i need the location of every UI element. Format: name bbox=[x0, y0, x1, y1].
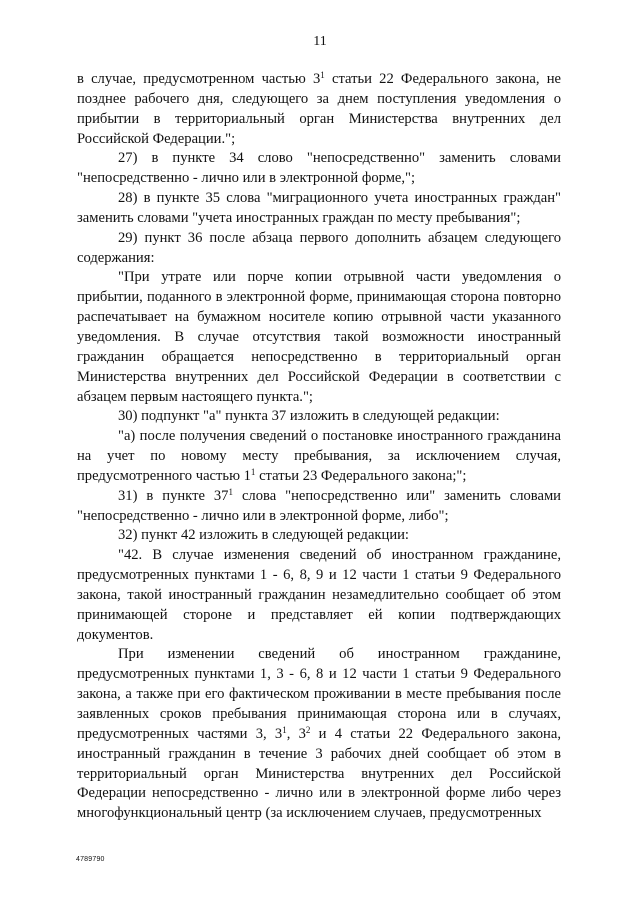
paragraph-text: 30) подпункт "а" пункта 37 изложить в следующей редакции: bbox=[118, 408, 500, 425]
paragraph-text: При изменении сведений об иностранном гражданине, предусмотренных пунктами 1, 3 - 6, 8 и 12 части 1 статьи 9 Федерального закона, а также при его фактическом проживании в месте пребывания после заявленных сроков пребывания принимающая сторона или в случаях, предусмотренных частями 3, 3 bbox=[77, 646, 561, 742]
paragraph-text: в случае, предусмотренном частью 3 bbox=[77, 71, 321, 87]
paragraph bbox=[77, 645, 561, 824]
paragraph-text: 32) пункт 42 изложить в следующей редакции: bbox=[118, 527, 409, 544]
superscript: 2 bbox=[305, 724, 311, 735]
paragraph-text: "42. В случае изменения сведений об иностранном гражданине, предусмотренных пунктами 1 - 6, 8, 9 и 12 части 1 статьи 9 Федерального закона, такой иностранный гражданин незамедлительно сообщает об этом принимающей стороне и представляет ей копии подтверждающих документов. bbox=[77, 547, 561, 643]
document-code: 4789790 bbox=[76, 856, 105, 863]
paragraph bbox=[77, 149, 561, 189]
paragraph bbox=[77, 427, 561, 487]
superscript: 1 bbox=[282, 724, 287, 735]
paragraph-text: , 3 bbox=[286, 725, 306, 742]
paragraph-text: статьи 22 Федерального закона, не позднее рабочего дня, следующего за днем поступления уведомления о прибытии в территориальный орган Министерства внутренних дел Российской Федерации."; bbox=[77, 71, 561, 147]
paragraph bbox=[77, 268, 561, 407]
paragraph-text: "При утрате или порче копии отрывной части уведомления о прибытии, поданного в электронной форме, принимающая сторона повторно распечатывает на бумажном носителе копию отрывной части указанного уведомления. В случае отсутствия такой возможности иностранный гражданин обращается непосредственно в территориальный орган Министерства внутренних дел Российской Федерации в соответствии с абзацем первым настоящего пункта."; bbox=[77, 269, 561, 405]
paragraph bbox=[77, 546, 561, 645]
paragraph bbox=[77, 526, 561, 546]
paragraph-text: 29) пункт 36 после абзаца первого дополнить абзацем следующего содержания: bbox=[77, 229, 561, 266]
paragraph-text: и 4 статьи 22 Федерального закона, иностранный гражданин в течение 3 рабочих дней сообщает об этом в территориальный орган Министерства внутренних дел Российской Федерации непосредственно - лично или в электронной форме либо через многофункциональный центр (за исключением случаев, предусмотренных bbox=[77, 725, 561, 822]
paragraph-text: 31) в пункте 37 bbox=[118, 487, 229, 504]
paragraph-text: 27) в пункте 34 слово "непосредственно" заменить словами "непосредственно - лично или в электронной форме,"; bbox=[77, 150, 561, 187]
paragraph bbox=[77, 70, 561, 149]
page-number: 11 bbox=[313, 34, 327, 49]
paragraph bbox=[77, 407, 561, 427]
paragraph-text: 28) в пункте 35 слова "миграционного учета иностранных граждан" заменить словами "учета иностранных граждан по месту пребывания"; bbox=[77, 190, 561, 226]
paragraph bbox=[77, 487, 561, 527]
paragraph-text: статьи 23 Федерального закона;"; bbox=[255, 467, 467, 484]
superscript: 1 bbox=[250, 466, 256, 477]
paragraph bbox=[77, 229, 561, 269]
paragraph bbox=[77, 189, 561, 229]
document-body bbox=[77, 70, 561, 824]
paragraph-text: "а) после получения сведений о постановке иностранного гражданина на учет по новому месту пребывания, за исключением случая, предусмотренного частью 1 bbox=[77, 428, 561, 484]
superscript: 1 bbox=[228, 486, 233, 497]
superscript: 1 bbox=[320, 70, 325, 80]
paragraph-text: слова "непосредственно или" заменить словами "непосредственно - лично или в электронной форме, либо"; bbox=[77, 487, 561, 524]
